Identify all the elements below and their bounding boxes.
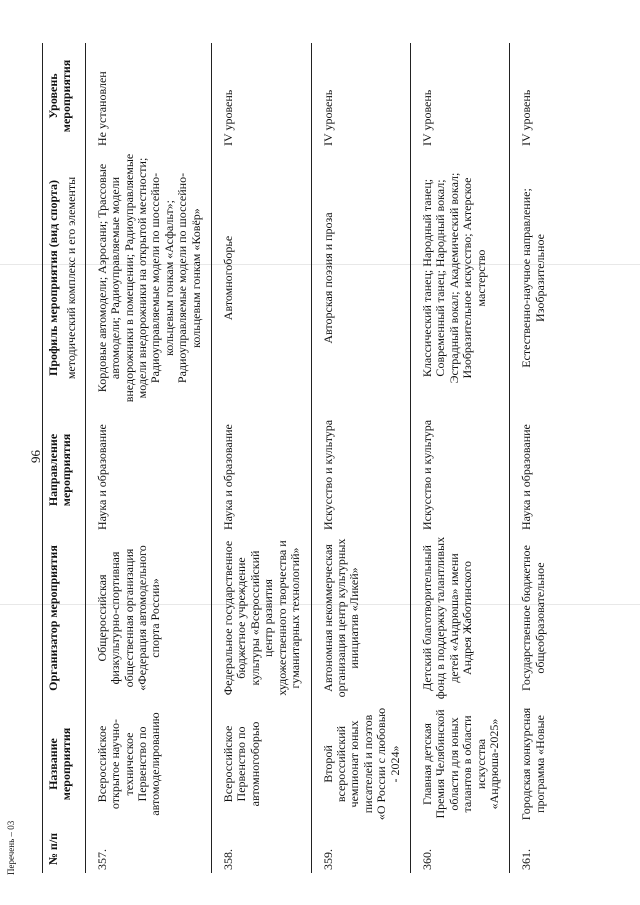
- cell-direction: Наука и образование: [510, 407, 555, 533]
- cell-name: Главная детская Премия Челябинской области для юных талантов в области искусства «Андрюша-2025»: [410, 703, 509, 825]
- table-row: [212, 43, 311, 873]
- cell-profile: Естественно-научное направление; Изобразительное: [510, 149, 555, 407]
- cell-name: Второй всероссийский чемпионат юных писателей и поэтов «О России с любовью - 2024»: [311, 703, 410, 825]
- header-profile: [47, 149, 85, 407]
- cell-level: IV уровень: [410, 43, 509, 149]
- cell-name: Всероссийское Первенство по автомногоборью: [212, 703, 311, 825]
- table-top-border: [42, 43, 43, 873]
- table-row: [510, 43, 555, 873]
- cell-num: 360.: [410, 825, 509, 873]
- header-num: № п/п: [46, 832, 60, 866]
- cell-num: 357.: [85, 825, 211, 873]
- cell-organizer: Федеральное государственное бюджетное учреждение культуры «Всероссийский центр развития художественного творчества и гуманитарных технологий»: [212, 533, 311, 703]
- table-row: [410, 43, 509, 873]
- cell-direction: Искусство и культура: [311, 407, 410, 533]
- table-row: [311, 43, 410, 873]
- header-direction: Направление мероприятия: [46, 433, 74, 507]
- cell-direction: Искусство и культура: [410, 407, 509, 533]
- cell-num: 359.: [311, 825, 410, 873]
- cell-name: Городская конкурсная программа «Новые: [510, 703, 555, 825]
- events-table: [47, 43, 555, 873]
- cell-organizer: Автономная некоммерческая организация центр культурных инициатив «Ликей»: [311, 533, 410, 703]
- cell-organizer: Общероссийская физкультурно-спортивная общественная организация «Федерация автомодельного спорта России»: [85, 533, 211, 703]
- carryover-profile: методический комплекс и его элементы: [64, 176, 79, 380]
- header-level: Уровень мероприятия: [46, 59, 74, 133]
- footer-code: Перечень – 03: [6, 820, 16, 875]
- cell-name: Всероссийское открытое научно-техническое Первенство по автомоделированию: [85, 703, 211, 825]
- header-name: Название мероприятия: [46, 727, 74, 801]
- cell-organizer: Государственное бюджетное общеобразовательное: [510, 533, 555, 703]
- page-number: 96: [28, 450, 43, 463]
- header-organizer: Организатор мероприятия: [46, 545, 60, 691]
- cell-profile: Автомногоборье: [212, 149, 311, 407]
- cell-profile: Классический танец; Народный танец; Современный танец; Народный вокал; Эстрадный вокал; Академический вокал; Изобразительное искусство; Актерское мастерство: [410, 149, 509, 407]
- cell-profile: Авторская поэзия и проза: [311, 149, 410, 407]
- table-header-row: [47, 43, 85, 873]
- table-row: [85, 43, 211, 873]
- header-profile-text: Профиль мероприятия (вид спорта): [46, 179, 60, 377]
- cell-direction: Наука и образование: [212, 407, 311, 533]
- cell-direction: Наука и образование: [85, 407, 211, 533]
- cell-level: IV уровень: [212, 43, 311, 149]
- cell-level: IV уровень: [311, 43, 410, 149]
- cell-level: Не установлен: [85, 43, 211, 149]
- cell-organizer: Детский благотворительный фонд в поддержку талантливых детей «Андрюша» имени Андрея Жаботинского: [410, 533, 509, 703]
- cell-num: 358.: [212, 825, 311, 873]
- cell-profile: Кордовые автомодели; Аэросани; Трассовые автомодели; Радиоуправляемые модели внедорожники в помещении; Радиоуправляемые модели внедорожники на открытой местности; Радиоуправляемые модели по шоссейно-кольцевым гонкам «Асфальт»; Радиоуправляемые модели по шоссейно-кольцевым гонкам «Ковёр»: [85, 149, 211, 407]
- cell-num: 361.: [510, 825, 555, 873]
- cell-level: IV уровень: [510, 43, 555, 149]
